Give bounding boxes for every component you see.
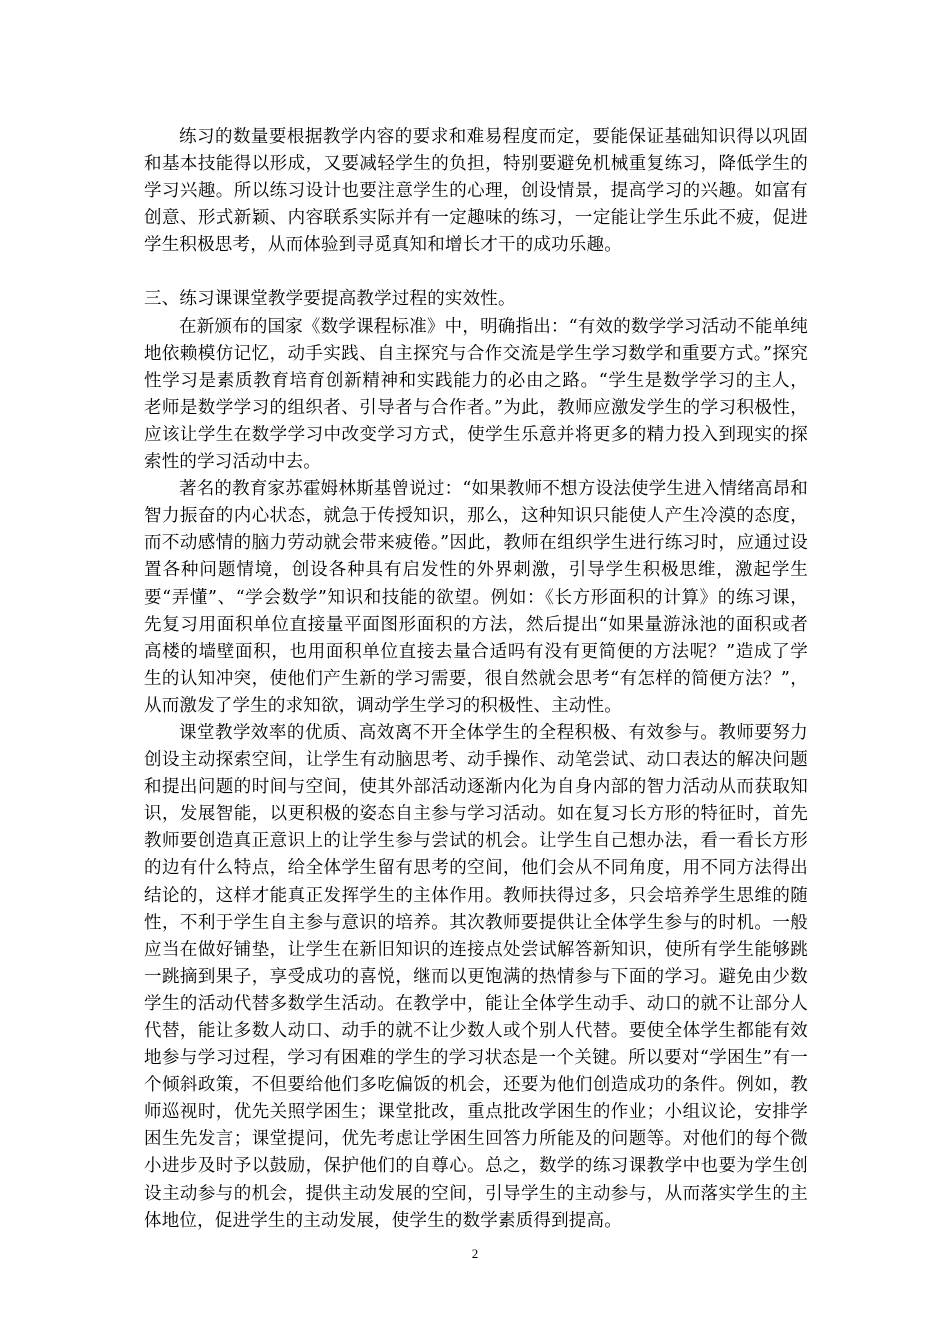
paragraph-exercise-quantity: 练习的数量要根据教学内容的要求和难易程度而定，要能保证基础知识得以巩固和基本技能得以形成，又要减轻学生的负担，特别要避免机械重复练习，降低学生的学习兴趣。所以练习设计也要注意学生的心理，创设情景，提高学习的兴趣。如富有创意、形式新颖、内容联系实际并有一定趣味的练习，一定能让学生乐此不疲，促进学生积极思考，从而体验到寻觅真知和增长才干的成功乐趣。 bbox=[144, 127, 808, 256]
section-heading: 三、练习课课堂教学要提高教学过程的实效性。 bbox=[144, 289, 516, 310]
paragraph-curriculum-standard: 在新颁布的国家《数学课程标准》中，明确指出：“有效的数学学习活动不能单纯地依赖模仿记忆，动手实践、自主探究与合作交流是学生学习数学和重要方式。”探究性学习是素质教育培育创新精神和实践能力的必由之路。“学生是数学学习的主人，老师是数学学习的组织者、引导者与合作者。”为此，教师应激发学生的学习积极性，应该让学生在数学学习中改变学习方式，使学生乐意并将更多的精力投入到现实的探索性的学习活动中去。 bbox=[144, 316, 808, 473]
document-body bbox=[144, 124, 808, 1235]
paragraph-full-participation: 课堂教学效率的优质、高效离不开全体学生的全程积极、有效参与。教师要努力创设主动探索空间，让学生有动脑思考、动手操作、动笔尝试、动口表达的解决问题和提出问题的时间与空间，使其外部活动逐渐内化为自身内部的智力活动从而获取知识，发展智能，以更积极的姿态自主参与学习活动。如在复习长方形的特征时，首先教师要创造真正意识上的让学生参与尝试的机会。让学生自己想办法，看一看长方形的边有什么特点，给全体学生留有思考的空间，他们会从不同角度，用不同方法得出结论的，这样才能真正发挥学生的主体作用。教师扶得过多，只会培养学生思维的随性，不利于学生自主参与意识的培养。其次教师要提供让全体学生参与的时机。一般应当在做好铺垫，让学生在新旧知识的连接点处尝试解答新知识，使所有学生能够跳一跳摘到果子，享受成功的喜悦，继而以更饱满的热情参与下面的学习。避免由少数学生的活动代替多数学生活动。在教学中，能让全体学生动手、动口的就不让部分人代替，能让多数人动口、动手的就不让少数人或个别人代替。要使全体学生都能有效地参与学习过程，学习有困难的学生的学习状态是一个关键。所以要对“学困生”有一个倾斜政策，不但要给他们多吃偏饭的机会，还要为他们创造成功的条件。例如，教师巡视时，优先关照学困生；课堂批改，重点批改学困生的作业；小组议论，安排学困生先发言；课堂提问，优先考虑让学困生回答力所能及的问题等。对他们的每个微小进步及时予以鼓励，保护他们的自尊心。总之，数学的练习课教学中也要为学生创设主动参与的机会，提供主动发展的空间，引导学生的主动参与，从而落实学生的主体地位，促进学生的主动发展，使学生的数学素质得到提高。 bbox=[144, 722, 808, 1231]
paragraph-sukhomlinsky-quote: 著名的教育家苏霍姆林斯基曾说过：“如果教师不想方设法使学生进入情绪高昂和智力振奋的内心状态，就急于传授知识，那么，这种知识只能使人产生冷漠的态度，而不动感情的脑力劳动就会带来疲倦。”因此，教师在组织学生进行练习时，应通过设置各种问题情境，创设各种具有启发性的外界刺激，引导学生积极思维，激起学生要“弄懂”、“学会数学”知识和技能的欲望。例如：《长方形面积的计算》的练习课，先复习用面积单位直接量平面图形面积的方法，然后提出“如果量游泳池的面积或者高楼的墙壁面积，也用面积单位直接去量合适吗有没有更简便的方法呢？”造成了学生的认知冲突，使他们产生新的学习需要，很自然就会思考“有怎样的简便方法？”，从而激发了学生的求知欲，调动学生学习的积极性、主动性。 bbox=[144, 479, 808, 716]
page-number: 2 bbox=[471, 1246, 479, 1261]
